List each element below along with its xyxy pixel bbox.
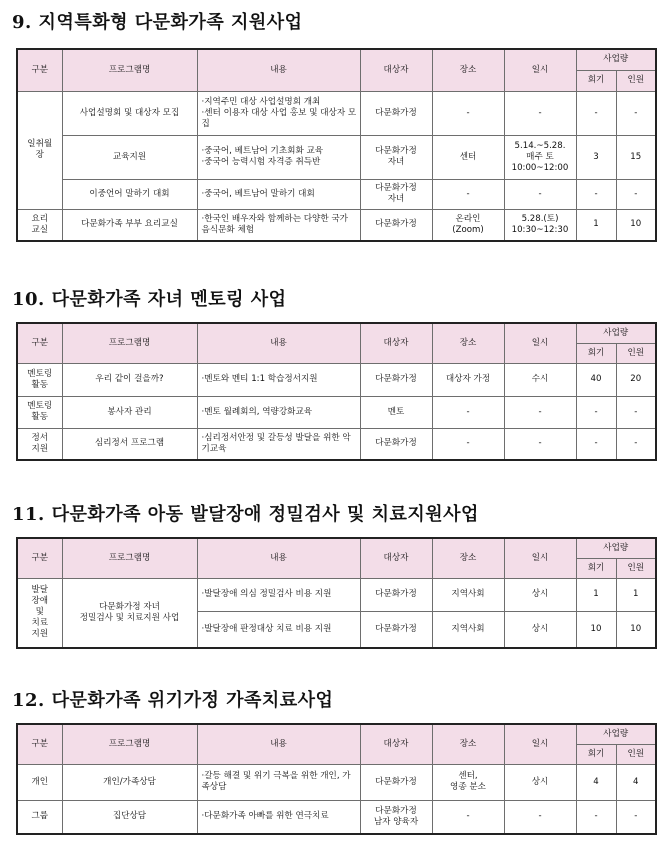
header-content: 내용 (197, 49, 360, 91)
datetime-cell: - (504, 428, 576, 460)
header-content: 내용 (197, 724, 360, 764)
datetime-cell: 상시 (504, 611, 576, 648)
header-program: 프로그램명 (62, 724, 197, 764)
category-cell: 멘토링 활동 (17, 363, 62, 396)
header-content: 내용 (197, 323, 360, 363)
program-cell: 교육지원 (62, 135, 197, 179)
section-11-table (16, 537, 657, 649)
program-cell: 심리정서 프로그램 (62, 428, 197, 460)
sessions-cell: 4 (576, 764, 616, 800)
datetime-cell: 상시 (504, 764, 576, 800)
place-cell: 센터, 영종 분소 (432, 764, 504, 800)
place-cell: - (432, 800, 504, 834)
header-place: 장소 (432, 49, 504, 91)
content-cell: ·발달장애 판정대상 치료 비용 지원 (197, 611, 360, 648)
persons-cell: 10 (616, 209, 656, 241)
datetime-cell: 5.28.(토) 10:30~12:30 (504, 209, 576, 241)
program-cell: 사업설명회 및 대상자 모집 (62, 91, 197, 135)
program-cell: 봉사자 관리 (62, 396, 197, 428)
datetime-cell: - (504, 396, 576, 428)
target-cell: 다문화가정 (360, 764, 432, 800)
category-cell: 멘토링 활동 (17, 396, 62, 428)
datetime-cell: - (504, 800, 576, 834)
header-datetime: 일시 (504, 538, 576, 578)
header-target: 대상자 (360, 724, 432, 764)
header-sessions: 회기 (576, 343, 616, 363)
header-scale: 사업량 (576, 724, 656, 744)
content-cell: ·발달장애 의심 정밀검사 비용 지원 (197, 578, 360, 611)
place-cell: 대상자 가정 (432, 363, 504, 396)
header-datetime: 일시 (504, 49, 576, 91)
program-cell: 우리 같이 걸을까? (62, 363, 197, 396)
header-target: 대상자 (360, 49, 432, 91)
table-row (17, 800, 656, 834)
target-cell: 다문화가정 (360, 209, 432, 241)
datetime-cell: 상시 (504, 578, 576, 611)
header-sessions: 회기 (576, 744, 616, 764)
target-cell: 다문화가정 자녀 (360, 135, 432, 179)
content-cell: ·지역주민 대상 사업설명회 개최 ·센터 이용자 대상 사업 홍보 및 대상자 모집 (197, 91, 360, 135)
section-12-table (16, 723, 657, 835)
table-row (17, 428, 656, 460)
header-place: 장소 (432, 724, 504, 764)
header-target: 대상자 (360, 323, 432, 363)
category-cell: 일취월장 (17, 91, 62, 209)
section-9-title: 9. 지역특화형 다문화가족 지원사업 (12, 12, 303, 33)
table-row (17, 179, 656, 209)
place-cell: 센터 (432, 135, 504, 179)
content-cell: ·멘토와 멘티 1:1 학습정서지원 (197, 363, 360, 396)
sessions-cell: - (576, 428, 616, 460)
header-persons: 인원 (616, 744, 656, 764)
place-cell: - (432, 91, 504, 135)
header-place: 장소 (432, 538, 504, 578)
sessions-cell: - (576, 179, 616, 209)
category-cell: 요리 교실 (17, 209, 62, 241)
table-row (17, 764, 656, 800)
section-9-table (16, 48, 657, 242)
program-cell: 개인/가족상담 (62, 764, 197, 800)
target-cell: 다문화가정 (360, 578, 432, 611)
header-sessions: 회기 (576, 558, 616, 578)
content-cell: ·한국인 배우자와 함께하는 다양한 국가 음식문화 체험 (197, 209, 360, 241)
persons-cell: 10 (616, 611, 656, 648)
place-cell: - (432, 428, 504, 460)
header-scale: 사업량 (576, 538, 656, 558)
table-row (17, 91, 656, 135)
sessions-cell: - (576, 396, 616, 428)
header-program: 프로그램명 (62, 49, 197, 91)
target-cell: 다문화가정 (360, 428, 432, 460)
header-category: 구분 (17, 724, 62, 764)
table-row (17, 396, 656, 428)
target-cell: 다문화가정 (360, 363, 432, 396)
header-persons: 인원 (616, 343, 656, 363)
category-cell: 그룹 (17, 800, 62, 834)
sessions-cell: 1 (576, 209, 616, 241)
section-10-table (16, 322, 657, 461)
section-11-title: 11. 다문화가족 아동 발달장애 정밀검사 및 치료지원사업 (12, 504, 479, 525)
persons-cell: 15 (616, 135, 656, 179)
table-row (17, 135, 656, 179)
header-category: 구분 (17, 538, 62, 578)
header-content: 내용 (197, 538, 360, 578)
header-sessions: 회기 (576, 70, 616, 91)
program-cell: 이중언어 말하기 대회 (62, 179, 197, 209)
datetime-cell: - (504, 91, 576, 135)
content-cell: ·갈등 해결 및 위기 극복을 위한 개인, 가족상담 (197, 764, 360, 800)
sessions-cell: 10 (576, 611, 616, 648)
category-cell: 정서 지원 (17, 428, 62, 460)
program-cell: 다문화가정 자녀 정밀검사 및 치료지원 사업 (62, 578, 197, 648)
target-cell: 다문화가정 (360, 91, 432, 135)
header-category: 구분 (17, 49, 62, 91)
sessions-cell: - (576, 91, 616, 135)
place-cell: 온라인 (Zoom) (432, 209, 504, 241)
header-target: 대상자 (360, 538, 432, 578)
persons-cell: - (616, 396, 656, 428)
sessions-cell: 40 (576, 363, 616, 396)
persons-cell: 4 (616, 764, 656, 800)
table-row (17, 578, 656, 611)
header-category: 구분 (17, 323, 62, 363)
header-place: 장소 (432, 323, 504, 363)
header-program: 프로그램명 (62, 323, 197, 363)
place-cell: - (432, 396, 504, 428)
persons-cell: 1 (616, 578, 656, 611)
sessions-cell: 3 (576, 135, 616, 179)
category-cell: 발달 장애 및 치료 지원 (17, 578, 62, 648)
target-cell: 다문화가정 자녀 (360, 179, 432, 209)
header-datetime: 일시 (504, 724, 576, 764)
target-cell: 다문화가정 남자 양육자 (360, 800, 432, 834)
content-cell: ·중국어, 베트남어 말하기 대회 (197, 179, 360, 209)
sessions-cell: 1 (576, 578, 616, 611)
datetime-cell: 수시 (504, 363, 576, 396)
table-row (17, 363, 656, 396)
content-cell: ·다문화가족 아빠를 위한 연극치료 (197, 800, 360, 834)
place-cell: 지역사회 (432, 611, 504, 648)
header-scale: 사업량 (576, 49, 656, 70)
header-datetime: 일시 (504, 323, 576, 363)
table-row (17, 209, 656, 241)
persons-cell: - (616, 179, 656, 209)
place-cell: - (432, 179, 504, 209)
content-cell: ·중국어, 베트남어 기초회화 교육 ·중국어 능력시험 자격증 취득반 (197, 135, 360, 179)
datetime-cell: 5.14.~5.28. 매주 토 10:00~12:00 (504, 135, 576, 179)
content-cell: ·멘토 월례회의, 역량강화교육 (197, 396, 360, 428)
persons-cell: - (616, 428, 656, 460)
category-cell: 개인 (17, 764, 62, 800)
persons-cell: - (616, 91, 656, 135)
target-cell: 멘토 (360, 396, 432, 428)
persons-cell: - (616, 800, 656, 834)
program-cell: 집단상담 (62, 800, 197, 834)
header-program: 프로그램명 (62, 538, 197, 578)
place-cell: 지역사회 (432, 578, 504, 611)
header-persons: 인원 (616, 558, 656, 578)
sessions-cell: - (576, 800, 616, 834)
target-cell: 다문화가정 (360, 611, 432, 648)
content-cell: ·심리정서안정 및 갈등성 발달을 위한 악기교육 (197, 428, 360, 460)
section-10-title: 10. 다문화가족 자녀 멘토링 사업 (12, 289, 287, 310)
datetime-cell: - (504, 179, 576, 209)
section-12-title: 12. 다문화가족 위기가정 가족치료사업 (12, 690, 334, 711)
header-scale: 사업량 (576, 323, 656, 343)
persons-cell: 20 (616, 363, 656, 396)
program-cell: 다문화가족 부부 요리교실 (62, 209, 197, 241)
header-persons: 인원 (616, 70, 656, 91)
